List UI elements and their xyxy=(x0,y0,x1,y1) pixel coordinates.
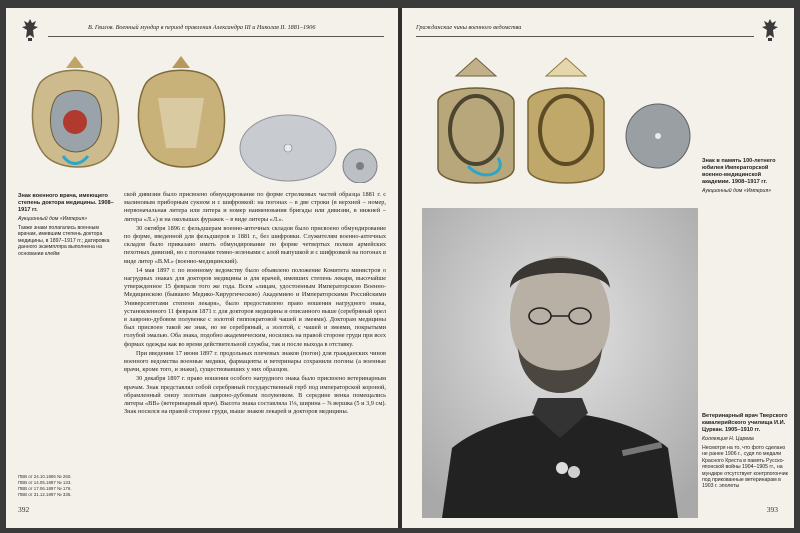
academy-caption xyxy=(702,158,788,195)
paragraph: ской дивизии было присвоено обмундирование по форме стрелковых частей образца 1881 г. с малиновым приборным сукном и с шифровкой: на погонах – в две строки (в верхней – номер, нервоначальная литера или литера и номер наименования бригады или дивизии, в нижней – литера «Л.») и на околышах фуражек – в виде литеры «Л.». xyxy=(124,191,386,223)
screw-nut xyxy=(343,149,377,183)
paragraph: При введении 17 июня 1897 г. продольных плечевых знаков (погон) для гражданских чинов военного ведомства военные медики, фармацевты и ветеринары сохранили погоны (а военные врачи, кроме того, и знаки), существовавших у них образцов. xyxy=(124,349,386,374)
running-head: В. Гвилов. Военный мундир в период правления Александра III и Николая II. 1881–1906 xyxy=(48,24,384,37)
footnotes xyxy=(18,474,110,498)
academy-badge-photos xyxy=(428,48,698,198)
paragraph: 14 мая 1897 г. по военному ведомству было объявлено положение Комитета министров о нагрудных знаках для докторов медицины и для врачей, имевших степень лекаря, высочайше утвержденное 15 февраля того же года. Всем «лицам, удостоенным Императорскою Военно-Медицинскою (бывшею Медико-Хирургическою) Академиею и Императорскими Российскими Университетами степени лекаря», было предоставлено право ношения нагрудного знака, установленного 11 февраля 1871 г. для докторов медицины и описанного выше (серебряный орел в лавроно-дубовом полувенке с золотой гиппократовой чашей и змеями). Докторам медицины был присвоен такой же знак, но не серебряный, а золотой, с чашей и змеями, покрытыми голубой эмалью. Оба знака, подобно академическим, носились на правой стороне груди при всех формах одежды как во время действительной службы, так и после выхода в отставку. xyxy=(124,266,386,348)
eagle-emblem-icon xyxy=(760,18,780,42)
caption-title: Ветеринарный врач Тверского кавалерийского училища И.И. Цуркан. 1905–1910 гг. xyxy=(702,413,788,433)
footnote: ПВВ от 17.06.1897 № 176. xyxy=(18,486,72,491)
paragraph: 30 октября 1896 г. фельдшерам военно-аптечных складов было присвоено обмундирование по форме, введенной для фельдшеров в 1881 г., без шифровки. Служителям военно-аптечных складов было приказано иметь обмундирование по форме четвертых полков армейских пехотных дивизий, но с погонами темно-зелеными с алой выпушкой и с шифровкой на погонах в виде литер «В.М.» (военно-медицинский). xyxy=(124,224,386,265)
caption-title: Знак в память 100-летнего юбилея Императорской военно-медицинской академии. 1908–1917 гг. xyxy=(702,158,776,185)
caption-title: Знак военного врача, имеющего степень доктора медицины. 1908–1917 гг. xyxy=(18,193,114,213)
academy-badge-front xyxy=(438,58,514,183)
badge-caption xyxy=(18,193,116,257)
body-text xyxy=(124,191,386,416)
caption-source: Коллекция Н. Царева xyxy=(702,436,754,442)
screw-plate xyxy=(240,115,336,181)
academy-screw-plate xyxy=(626,104,690,168)
caption-body: Несмотря на то, что фото сделано не ранее 1906 г., судя по медали Красного Креста в память Русско-японской войны 1904–1905 гг., на мундире отсутствует контрпогончик под прикованные ветеринарам в 1903 г. эполеты xyxy=(702,445,788,490)
left-page xyxy=(6,8,398,528)
portrait-caption xyxy=(702,413,788,490)
page-number: 392 xyxy=(18,505,30,514)
paragraph: 30 декабря 1897 г. право ношения особого нагрудного знака было присвоено ветеринарным врачам. Знак представлял собой серебряный государственный герб под императорской короной, обрамленный снизу золотым лавроно-дубовым полувенком. В середине венка помещались литеры «ВВ» (ветеринарный врач). Высота знака составляла 1⅛, ширина – ⅞ вершка (5 и 3,9 см). Знак носился на правой стороне груди, выше знаков лекарей и докторов медицины. xyxy=(124,375,386,416)
caption-source: Аукционный дом «Империя» xyxy=(18,216,88,222)
page-number: 393 xyxy=(766,505,778,514)
eagle-emblem-icon xyxy=(20,18,40,42)
doctor-badge-photos xyxy=(18,48,390,183)
footnote: ПВВ от 24.10.1896 № 260. xyxy=(18,474,72,479)
academy-badge-back xyxy=(528,58,604,183)
badge-front xyxy=(32,56,118,167)
footnote: ПВВ от 14.05.1897 № 133. xyxy=(18,480,72,485)
right-page xyxy=(402,8,794,528)
portrait-photo xyxy=(422,208,698,518)
footnote: ПВВ от 31.12.1897 № 335. xyxy=(18,492,72,497)
badge-back xyxy=(138,56,224,167)
running-head: Гражданские чины военного ведомства xyxy=(416,24,754,37)
caption-source: Аукционный дом «Империя» xyxy=(702,188,772,194)
caption-body: Также знаки полагались военным врачам, имевшим степень доктора медицины, в 1897–1917 гг.; датировка данного экземпляра выполнена на основании клейм xyxy=(18,225,110,257)
